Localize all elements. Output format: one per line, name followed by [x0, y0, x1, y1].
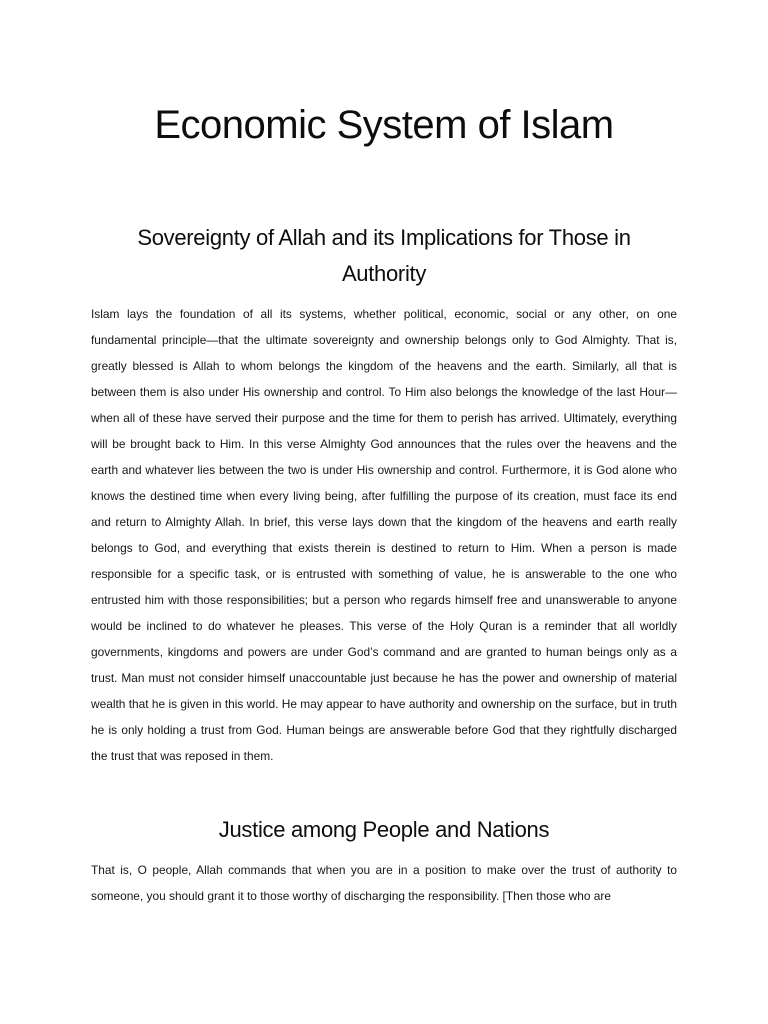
section-heading-justice: Justice among People and Nations: [218, 817, 550, 842]
paragraph-justice: That is, O people, Allah commands that when you are in a position to make over the trust of authority to someone, you should grant it to those worthy of discharging the responsibility. [Then those who are: [91, 863, 677, 903]
section-heading-sovereignty: Sovereignty of Allah and its Implications for Those in Authority: [137, 225, 631, 286]
document-title: Economic System of Islam: [154, 103, 614, 147]
paragraph-sovereignty: Islam lays the foundation of all its systems, whether political, economic, social or any other, on one fundamental principle—that the ultimate sovereignty and ownership belongs only to God Almighty. That is, greatly blessed is Allah to whom belongs the kingdom of the heavens and the earth. Similarly, all that is between them is also under His ownership and control. To Him also belongs the knowledge of the last Hour—when all of these have served their purpose and the time for them to perish has arrived. Ultimately, everything will be brought back to Him. In this verse Almighty God announces that the rules over the heavens and the earth and whatever lies between the two is under His ownership and control. Furthermore, it is God alone who knows the destined time when every living being, after fulfilling the purpose of its creation, must face its end and return to Almighty Allah. In brief, this verse lays down that the kingdom of the heavens and earth really belongs to God, and everything that exists therein is destined to return to Him. When a person is made responsible for a specific task, or is entrusted with something of value, he is answerable to the one who entrusted him with those responsibilities; but a person who regards himself free and unanswerable to anyone would be inclined to do whatever he pleases. This verse of the Holy Quran is a reminder that all worldly governments, kingdoms and powers are under God’s command and are granted to human beings only as a trust. Man must not consider himself unaccountable just because he has the power and ownership of material wealth that he is given in this world. He may appear to have authority and ownership on the surface, but in truth he is only holding a trust from God. Human beings are answerable before God that they rightfully discharged the trust that was reposed in them.: [91, 307, 677, 763]
